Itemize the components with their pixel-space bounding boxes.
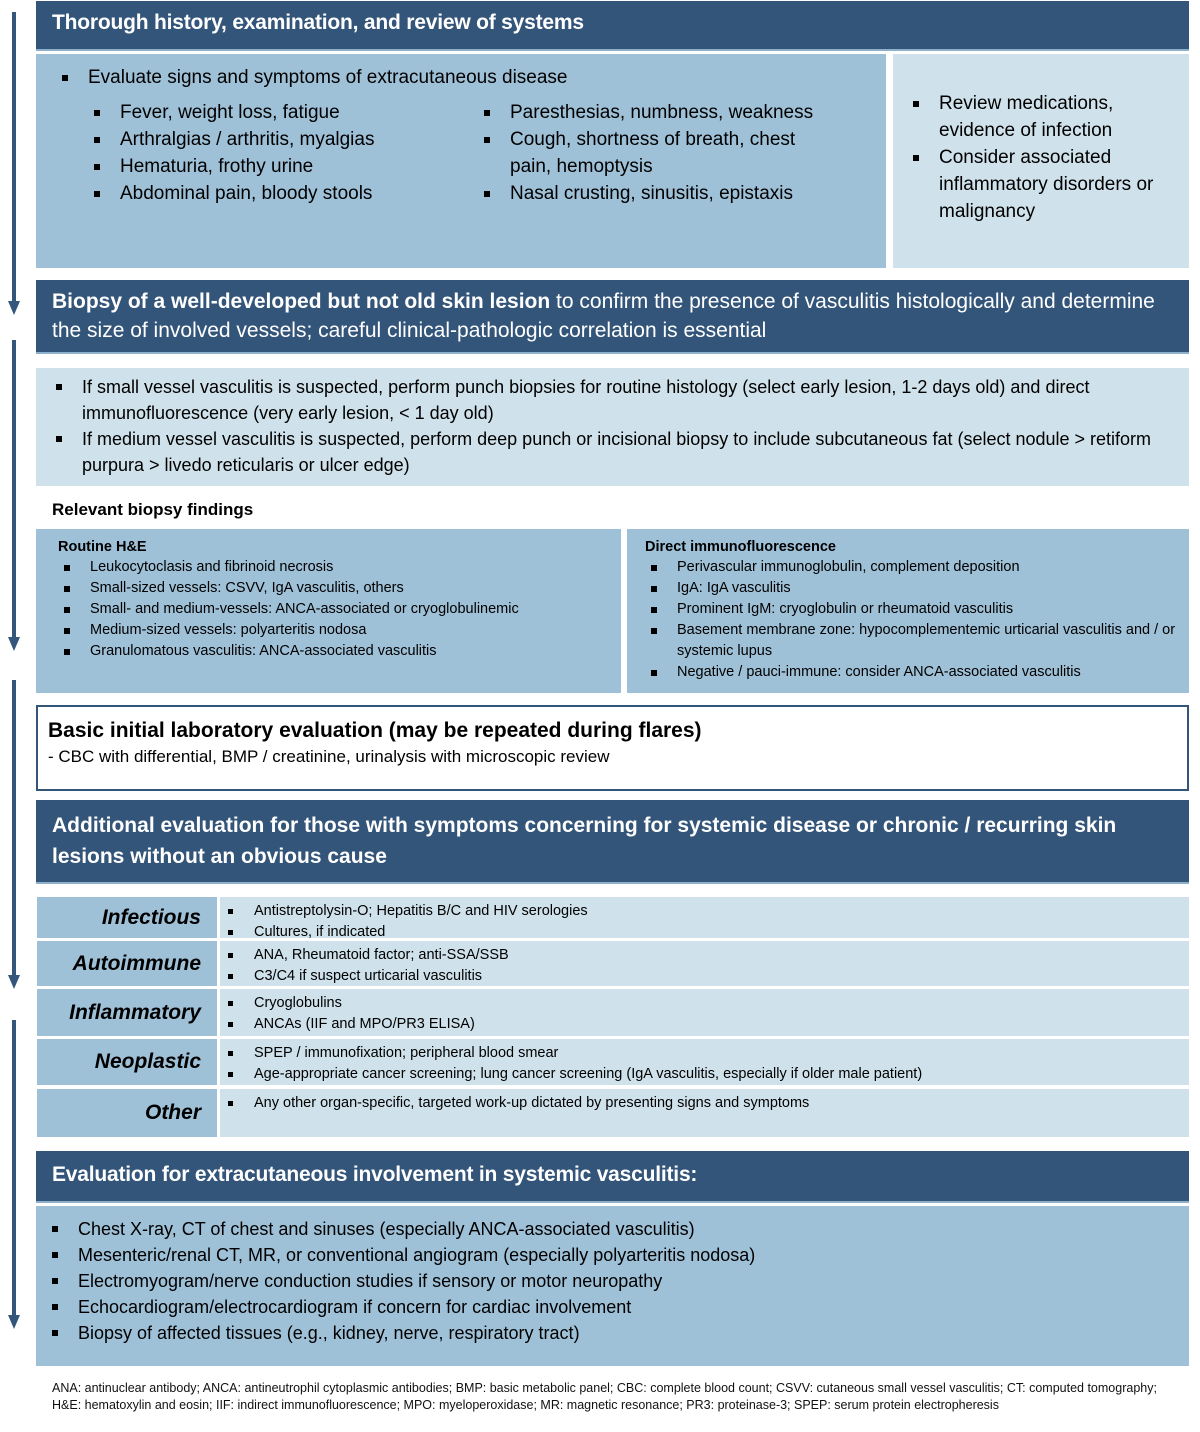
list-item: Medium-sized vessels: polyarteritis nodosa xyxy=(58,620,611,641)
biopsy-instructions-panel xyxy=(36,368,1189,486)
list-item: Antistreptolysin-O; Hepatitis B/C and HIV serologies xyxy=(224,901,1189,922)
list-item: Chest X-ray, CT of chest and sinuses (especially ANCA-associated vasculitis) xyxy=(46,1216,1179,1242)
extracutaneous-eval-panel xyxy=(36,1206,1189,1366)
biopsy-findings-title: Relevant biopsy findings xyxy=(52,500,254,519)
basic-lab-text: - CBC with differential, BMP / creatinine, urinalysis with microscopic review xyxy=(48,747,610,766)
list-item: Arthralgias / arthritis, myalgias xyxy=(88,126,478,153)
category-row-autoimmune xyxy=(37,941,1189,986)
list-item: Small- and medium-vessels: ANCA-associated or cryoglobulinemic xyxy=(58,599,611,620)
list-item: Biopsy of affected tissues (e.g., kidney, nerve, respiratory tract) xyxy=(46,1320,1179,1346)
extracutaneous-eval-list xyxy=(46,1216,1179,1346)
list-item: Small-sized vessels: CSVV, IgA vasculitis, others xyxy=(58,578,611,599)
additional-eval-header xyxy=(36,800,1189,884)
history-exam-header xyxy=(36,1,1189,51)
history-exam-title: Thorough history, examination, and review of systems xyxy=(52,11,584,34)
list-item: If medium vessel vasculitis is suspected, perform deep punch or incisional biopsy to include subcutaneous fat (select nodule > retiform purpura > livedo reticularis or ulcer edge) xyxy=(50,426,1179,478)
list-item: Any other organ-specific, targeted work-up dictated by presenting signs and symptoms xyxy=(224,1093,1189,1114)
list-item: Abdominal pain, bloody stools xyxy=(88,180,478,207)
category-row-infectious xyxy=(37,897,1189,938)
list-item: ANA, Rheumatoid factor; anti-SSA/SSB xyxy=(224,945,1189,966)
category-label: Neoplastic xyxy=(37,1039,217,1085)
category-items xyxy=(224,945,1189,987)
category-items xyxy=(224,1043,1189,1085)
category-row-inflammatory xyxy=(37,989,1189,1036)
list-item: ANCAs (IIF and MPO/PR3 ELISA) xyxy=(224,1014,1189,1035)
category-label: Autoimmune xyxy=(37,941,217,986)
flow-arrow-2 xyxy=(8,340,20,652)
list-item: Cultures, if indicated xyxy=(224,922,1189,943)
list-item: Cough, shortness of breath, chest pain, hemoptysis xyxy=(478,126,838,180)
basic-lab-box xyxy=(36,705,1189,791)
extracutaneous-symptoms-panel xyxy=(36,54,886,268)
category-row-other xyxy=(37,1089,1189,1137)
extracutaneous-eval-title: Evaluation for extracutaneous involvement in systemic vasculitis: xyxy=(52,1163,698,1186)
category-row-neoplastic xyxy=(37,1039,1189,1085)
flow-arrow-3 xyxy=(8,680,20,990)
medications-panel xyxy=(893,54,1189,268)
biopsy-title-rest: to confirm the presence of vasculitis histologically and determine the size of involved vessels; careful clinical-pathologic correlation is essential xyxy=(52,290,1155,342)
biopsy-header xyxy=(36,280,1189,354)
list-item: Electromyogram/nerve conduction studies if sensory or motor neuropathy xyxy=(46,1268,1179,1294)
symptoms-main-list xyxy=(56,64,886,91)
list-item: Fever, weight loss, fatigue xyxy=(88,99,478,126)
list-item: C3/C4 if suspect urticarial vasculitis xyxy=(224,966,1189,987)
list-item: Echocardiogram/electrocardiogram if concern for cardiac involvement xyxy=(46,1294,1179,1320)
extracutaneous-eval-header xyxy=(36,1151,1189,1203)
dif-list xyxy=(645,557,1179,683)
flow-arrow-4 xyxy=(8,1020,20,1330)
list-item: Granulomatous vasculitis: ANCA-associated vasculitis xyxy=(58,641,611,662)
routine-he-list xyxy=(58,557,611,662)
symptoms-right-list xyxy=(478,99,838,207)
category-label: Inflammatory xyxy=(37,989,217,1036)
list-item: Nasal crusting, sinusitis, epistaxis xyxy=(478,180,838,207)
list-item: Age-appropriate cancer screening; lung cancer screening (IgA vasculitis, especially if older male patient) xyxy=(224,1064,1189,1085)
list-item: Evaluate signs and symptoms of extracutaneous disease xyxy=(56,64,886,91)
list-item: Review medications, evidence of infection xyxy=(907,90,1179,144)
list-item: Negative / pauci-immune: consider ANCA-associated vasculitis xyxy=(645,662,1179,683)
list-item: Paresthesias, numbness, weakness xyxy=(478,99,838,126)
category-label: Infectious xyxy=(37,897,217,938)
list-item: Basement membrane zone: hypocomplementemic urticarial vasculitis and / or systemic lupus xyxy=(645,620,1179,662)
list-item: IgA: IgA vasculitis xyxy=(645,578,1179,599)
flow-arrow-1 xyxy=(8,12,20,316)
category-items xyxy=(224,901,1189,943)
list-item: Mesenteric/renal CT, MR, or conventional angiogram (especially polyarteritis nodosa) xyxy=(46,1242,1179,1268)
biopsy-instructions-list xyxy=(50,374,1179,478)
category-label: Other xyxy=(37,1089,217,1137)
dif-title: Direct immunofluorescence xyxy=(645,539,836,555)
routine-he-title: Routine H&E xyxy=(58,539,147,555)
direct-immunofluorescence-panel xyxy=(627,529,1189,693)
list-item: SPEP / immunofixation; peripheral blood smear xyxy=(224,1043,1189,1064)
additional-eval-title: Additional evaluation for those with symptoms concerning for systemic disease or chronic / recurring skin lesions without an obvious cause xyxy=(52,814,1117,868)
basic-lab-title: Basic initial laboratory evaluation (may be repeated during flares) xyxy=(48,719,702,742)
symptoms-left-list xyxy=(56,99,478,207)
abbreviations-footnote: ANA: antinuclear antibody; ANCA: antineutrophil cytoplasmic antibodies; BMP: basic metabolic panel; CBC: complete blood count; CSVV: cutaneous small vessel vasculitis; CT: computed tomography; H&E: hematoxylin and eosin; IIF: indirect immunofluorescence; MPO: myeloperoxidase; MR: magnetic resonance; PR3: proteinase-3; SPEP: serum protein electropheresis xyxy=(52,1381,1157,1412)
category-items xyxy=(224,1093,1189,1114)
list-item: If small vessel vasculitis is suspected, perform punch biopsies for routine histology (select early lesion, 1-2 days old) and direct immunofluorescence (very early lesion, < 1 day old) xyxy=(50,374,1179,426)
medications-list xyxy=(907,90,1179,225)
routine-he-panel xyxy=(36,529,621,693)
list-item: Cryoglobulins xyxy=(224,993,1189,1014)
list-item: Perivascular immunoglobulin, complement deposition xyxy=(645,557,1179,578)
category-items xyxy=(224,993,1189,1035)
list-item: Prominent IgM: cryoglobulin or rheumatoid vasculitis xyxy=(645,599,1179,620)
biopsy-title-bold: Biopsy of a well-developed but not old skin lesion xyxy=(52,290,551,313)
list-item: Consider associated inflammatory disorders or malignancy xyxy=(907,144,1179,225)
list-item: Leukocytoclasis and fibrinoid necrosis xyxy=(58,557,611,578)
list-item: Hematuria, frothy urine xyxy=(88,153,478,180)
